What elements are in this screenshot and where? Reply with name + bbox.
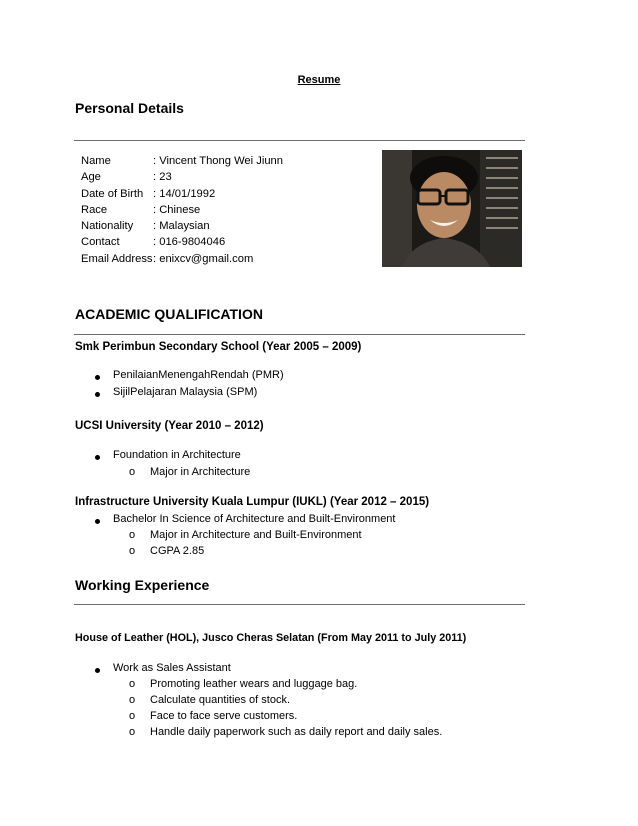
sub-list-item	[129, 466, 251, 478]
work-heading: Working Experience	[75, 577, 210, 593]
sub-list-item	[129, 678, 358, 690]
circle-bullet-icon: o	[129, 529, 136, 541]
detail-value: : Chinese	[153, 203, 201, 216]
sub-item-text: Promoting leather wears and luggage bag.	[150, 678, 358, 690]
list-item: Work as Sales Assistant	[113, 662, 231, 674]
detail-label: Nationality	[81, 220, 134, 233]
detail-label: Email Address	[81, 252, 153, 265]
divider	[74, 604, 525, 605]
detail-value: : Vincent Thong Wei Jiunn	[153, 155, 283, 167]
list-item: PenilaianMenengahRendah (PMR)	[113, 369, 284, 381]
sub-item-text: CGPA 2.85	[150, 545, 205, 557]
detail-label: Contact	[81, 236, 120, 249]
bullet-icon	[95, 375, 100, 380]
divider	[74, 140, 525, 141]
detail-row-name	[81, 153, 283, 169]
sub-item-text: Handle daily paperwork such as daily report and daily sales.	[150, 726, 443, 738]
sub-list-item	[129, 545, 205, 557]
sub-list-item	[129, 726, 443, 738]
sub-list-item	[129, 529, 362, 541]
list-item: Foundation in Architecture	[113, 449, 241, 461]
detail-value: : 016-9804046	[153, 236, 226, 249]
detail-row-contact	[81, 234, 283, 250]
circle-bullet-icon: o	[129, 694, 136, 706]
sub-list-item	[129, 710, 298, 722]
list-item: Bachelor In Science of Architecture and Built-Environment	[113, 513, 396, 525]
portrait-illustration	[382, 150, 522, 267]
bullet-icon	[95, 392, 100, 397]
detail-value: : 14/01/1992	[153, 187, 216, 200]
detail-label: Race	[81, 203, 108, 216]
job-title: House of Leather (HOL), Jusco Cheras Selatan (From May 2011 to July 2011)	[75, 632, 467, 644]
detail-label: Name	[81, 155, 111, 167]
circle-bullet-icon: o	[129, 710, 136, 722]
divider	[74, 334, 525, 335]
circle-bullet-icon: o	[129, 678, 136, 690]
detail-row-dob	[81, 186, 283, 202]
document-title: Resume	[297, 74, 341, 86]
profile-photo	[382, 150, 522, 267]
sub-item-text: Major in Architecture	[150, 466, 251, 478]
detail-label: Age	[81, 171, 101, 184]
circle-bullet-icon: o	[129, 545, 136, 557]
circle-bullet-icon: o	[129, 466, 136, 478]
circle-bullet-icon: o	[129, 726, 136, 738]
academic-heading: ACADEMIC QUALIFICATION	[75, 306, 263, 322]
detail-row-race	[81, 202, 283, 218]
personal-details-heading: Personal Details	[75, 100, 184, 116]
school-name: UCSI University (Year 2010 – 2012)	[75, 420, 264, 432]
bullet-icon	[95, 668, 100, 673]
detail-value: : 23	[153, 171, 172, 184]
list-item: SijilPelajaran Malaysia (SPM)	[113, 386, 258, 398]
bullet-icon	[95, 455, 100, 460]
personal-details-table	[81, 153, 283, 267]
detail-value: : enixcv@gmail.com	[153, 252, 254, 265]
detail-row-email	[81, 251, 283, 267]
sub-item-text: Major in Architecture and Built-Environment	[150, 529, 362, 541]
detail-row-age	[81, 169, 283, 185]
detail-row-nationality	[81, 218, 283, 234]
school-name: Smk Perimbun Secondary School (Year 2005 – 2009)	[75, 341, 362, 353]
school-name: Infrastructure University Kuala Lumpur (IUKL) (Year 2012 – 2015)	[75, 496, 430, 508]
detail-value: : Malaysian	[153, 220, 210, 233]
detail-label: Date of Birth	[81, 187, 144, 200]
sub-list-item	[129, 694, 291, 706]
sub-item-text: Calculate quantities of stock.	[150, 694, 291, 706]
bullet-icon	[95, 519, 100, 524]
sub-item-text: Face to face serve customers.	[150, 710, 298, 722]
